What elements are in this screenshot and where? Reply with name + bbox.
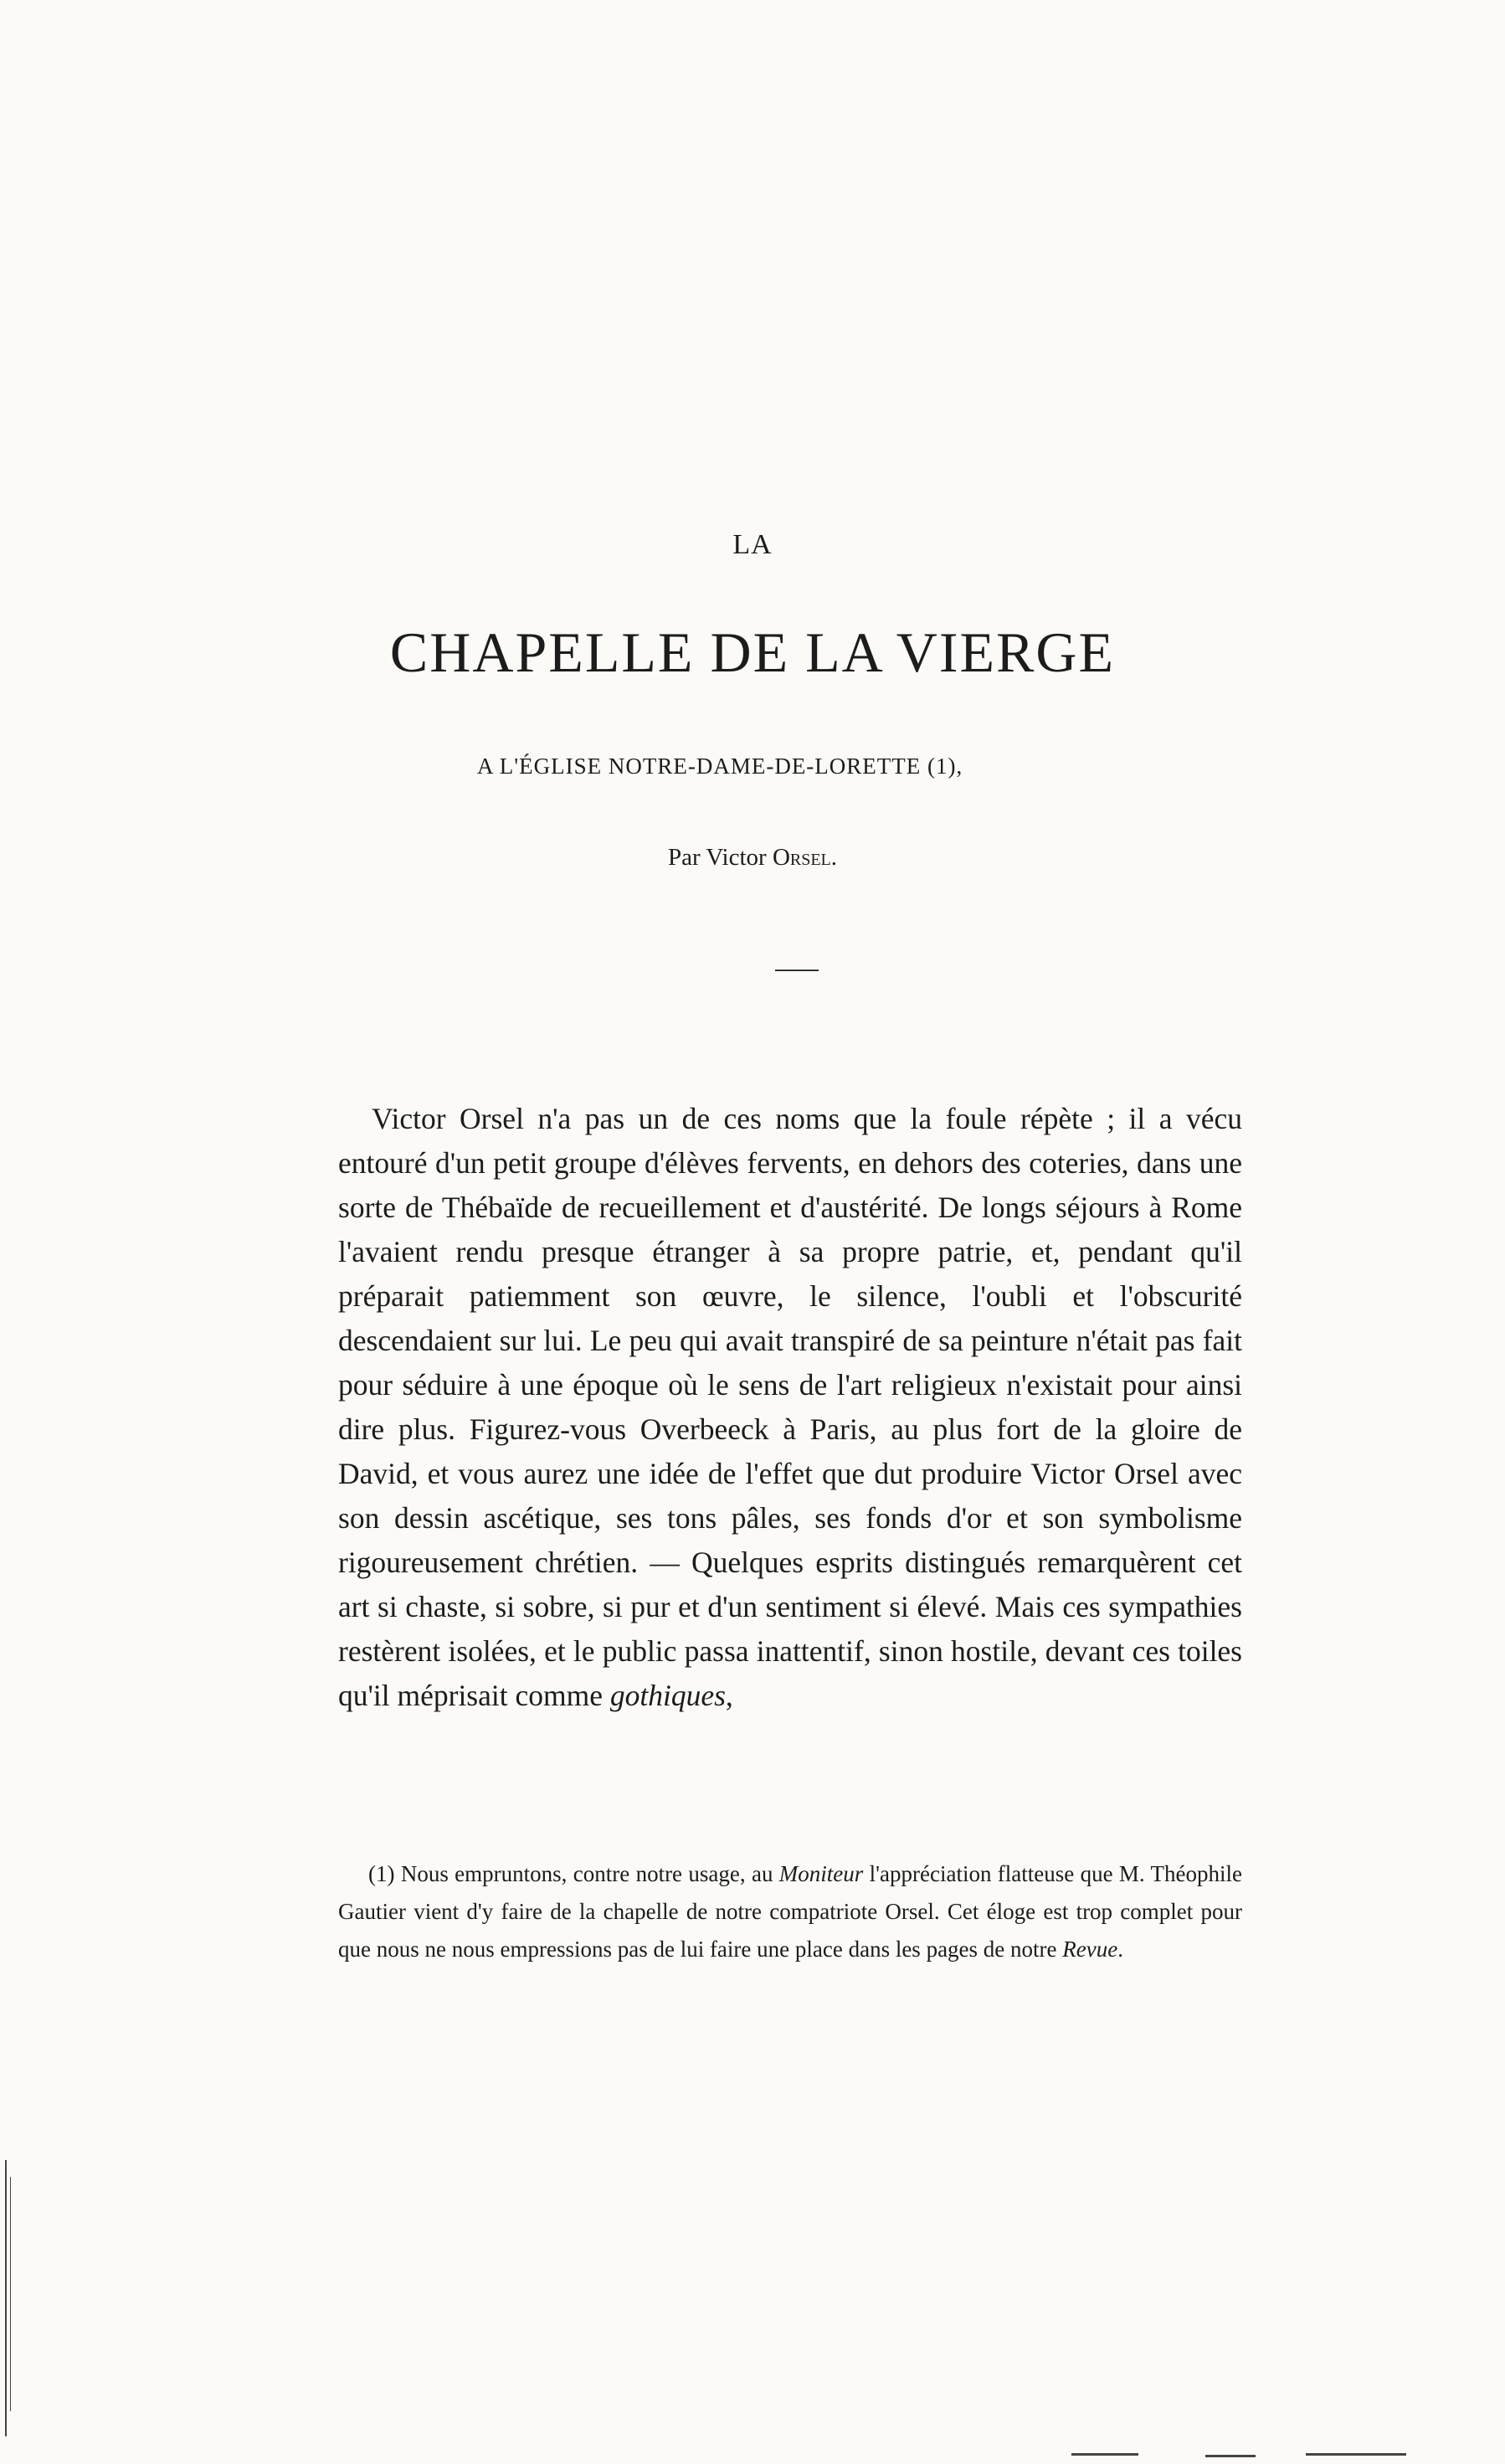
scan-edge-mark [1071,2453,1138,2456]
body-text [338,1097,1242,1718]
scan-edge-mark [1306,2453,1406,2456]
footnote-italic-moniteur: Moniteur [778,1861,864,1886]
pre-title: LA [732,529,773,560]
section-separator [775,970,819,971]
byline [0,844,1505,872]
body-paragraph [338,1097,1242,1718]
scan-edge-mark [1205,2455,1256,2457]
footnote-text-1: (1) Nous empruntons, contre notre usage, au [368,1861,779,1886]
author-name: Orsel. [772,844,838,871]
scan-edge-mark [5,2160,7,2436]
scan-edge-mark [10,2177,11,2411]
subtitle: A L'ÉGLISE NOTRE-DAME-DE-LORETTE (1), [477,754,963,779]
footnote-paragraph [338,1855,1242,1968]
footnote [338,1855,1242,1968]
footnote-text-3: . [1117,1937,1123,1962]
body-text-main: Victor Orsel n'a pas un de ces noms que la foule répète ; il a vécu entouré d'un petit groupe d'élèves fervents, en dehors des coteries, dans une sorte de Thébaïde de recueillement et d'austérité. De longs séjours à Rome l'avaient rendu presque étranger à sa propre patrie, et, pendant qu'il préparait patiemment son œuvre, le silence, l'oubli et l'obscurité descendaient sur lui. Le peu qui avait transpiré de sa peinture n'était pas fait pour séduire à une époque où le sens de l'art religieux n'existait pour ainsi dire plus. Figurez-vous Overbeeck à Paris, au plus fort de la gloire de David, et vous aurez une idée de l'effet que dut produire Victor Orsel avec son dessin ascétique, ses tons pâles, ses fonds d'or et son symbolisme rigoureusement chrétien. — Quelques esprits distingués remarquèrent cet art si chaste, si sobre, si pur et d'un sentiment si élevé. Mais ces sympathies restèrent isolées, et le public passa inattentif, sinon hostile, devant ces toiles qu'il méprisait comme [338,1102,1242,1712]
body-text-end: , [725,1679,733,1712]
page-title: CHAPELLE DE LA VIERGE [389,620,1116,684]
body-italic-word: gothiques [609,1679,726,1712]
footnote-text-2: l'appréciation flatteuse que M. Théophile Gautier vient d'y faire de la chapelle de notre compatriote Orsel. Cet éloge est trop complet pour que nous ne nous empressions pas de lui faire une place dans les pages de notre [338,1861,1242,1962]
byline-prefix: Par Victor [667,844,773,871]
footnote-italic-revue: Revue [1062,1937,1118,1962]
